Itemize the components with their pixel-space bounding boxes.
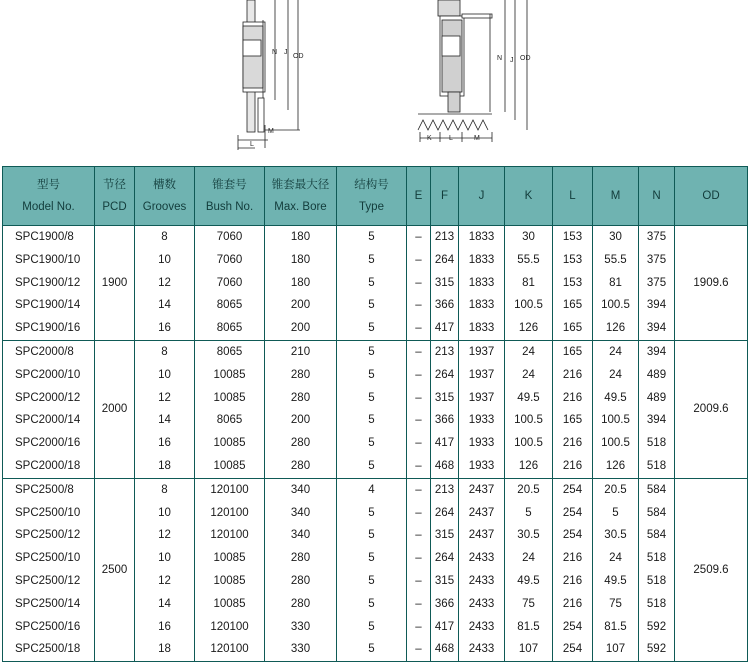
cell-max-bore: 180: [265, 226, 337, 249]
cell-od: 1909.6: [675, 226, 748, 341]
cell-l: 254: [553, 524, 593, 547]
cell-e: –: [407, 432, 431, 455]
cell-e: –: [407, 317, 431, 340]
cell-f: 315: [431, 570, 459, 593]
cell-k: 24: [505, 547, 553, 570]
cell-e: –: [407, 272, 431, 295]
cell-j: 2437: [459, 478, 505, 501]
cell-type: 5: [337, 317, 407, 340]
cell-l: 153: [553, 226, 593, 249]
cell-bush: 8065: [195, 294, 265, 317]
cell-n: 394: [639, 340, 675, 363]
cell-model: SPC2500/18: [3, 638, 95, 661]
cell-grooves: 14: [135, 294, 195, 317]
cell-model: SPC2000/18: [3, 455, 95, 478]
cell-l: 216: [553, 364, 593, 387]
cell-f: 315: [431, 272, 459, 295]
spc-pulley-spec-table: [2, 166, 748, 662]
cell-pcd: 2000: [95, 340, 135, 478]
cell-e: –: [407, 547, 431, 570]
cell-f: 366: [431, 593, 459, 616]
cell-f: 264: [431, 547, 459, 570]
cell-bush: 120100: [195, 502, 265, 525]
header-grooves: 槽数 Grooves: [135, 167, 195, 226]
cell-m: 126: [593, 317, 639, 340]
cell-type: 5: [337, 616, 407, 639]
cell-grooves: 10: [135, 502, 195, 525]
cell-type: 5: [337, 638, 407, 661]
cell-k: 30.5: [505, 524, 553, 547]
cell-m: 100.5: [593, 432, 639, 455]
pulley-drawing-right: [418, 0, 527, 142]
cell-model: SPC1900/16: [3, 317, 95, 340]
cell-grooves: 16: [135, 616, 195, 639]
cell-max-bore: 330: [265, 616, 337, 639]
cell-od: 2509.6: [675, 478, 748, 661]
cell-grooves: 12: [135, 570, 195, 593]
cell-n: 592: [639, 616, 675, 639]
cell-type: 5: [337, 364, 407, 387]
cell-n: 394: [639, 409, 675, 432]
cell-m: 81.5: [593, 616, 639, 639]
cell-type: 5: [337, 340, 407, 363]
cell-m: 49.5: [593, 387, 639, 410]
cell-f: 315: [431, 524, 459, 547]
cell-pcd: 2500: [95, 478, 135, 661]
cell-model: SPC2000/12: [3, 387, 95, 410]
cell-l: 216: [553, 547, 593, 570]
cell-f: 468: [431, 638, 459, 661]
cell-l: 165: [553, 409, 593, 432]
cell-j: 1833: [459, 272, 505, 295]
cell-k: 49.5: [505, 570, 553, 593]
diagram-label-n: N: [272, 49, 278, 56]
cell-bush: 10085: [195, 387, 265, 410]
cell-max-bore: 340: [265, 524, 337, 547]
cell-e: –: [407, 524, 431, 547]
cell-max-bore: 180: [265, 272, 337, 295]
cell-max-bore: 280: [265, 387, 337, 410]
cell-model: SPC1900/10: [3, 249, 95, 272]
cell-max-bore: 340: [265, 478, 337, 501]
cell-model: SPC2500/12: [3, 570, 95, 593]
cell-l: 216: [553, 432, 593, 455]
cell-od: 2009.6: [675, 340, 748, 478]
cell-type: 5: [337, 593, 407, 616]
cell-m: 30.5: [593, 524, 639, 547]
cell-e: –: [407, 226, 431, 249]
cell-l: 153: [553, 272, 593, 295]
cell-max-bore: 280: [265, 364, 337, 387]
cell-j: 1833: [459, 249, 505, 272]
cell-bush: 120100: [195, 524, 265, 547]
cell-max-bore: 330: [265, 638, 337, 661]
cell-j: 1833: [459, 226, 505, 249]
cell-j: 1833: [459, 317, 505, 340]
cell-bush: 10085: [195, 570, 265, 593]
cell-model: SPC2500/10: [3, 547, 95, 570]
cell-m: 24: [593, 547, 639, 570]
table-row: [3, 340, 748, 363]
cell-f: 264: [431, 502, 459, 525]
table-header-row: [3, 167, 748, 226]
cell-f: 366: [431, 294, 459, 317]
header-l: L: [553, 167, 593, 226]
cell-max-bore: 280: [265, 570, 337, 593]
cell-max-bore: 280: [265, 547, 337, 570]
cell-l: 254: [553, 616, 593, 639]
cell-n: 375: [639, 272, 675, 295]
header-max-bore: 锥套最大径 Max. Bore: [265, 167, 337, 226]
cell-model: SPC2500/14: [3, 593, 95, 616]
header-k: K: [505, 167, 553, 226]
cell-grooves: 8: [135, 226, 195, 249]
header-n: N: [639, 167, 675, 226]
cell-k: 100.5: [505, 432, 553, 455]
cell-e: –: [407, 455, 431, 478]
header-od: OD: [675, 167, 748, 226]
cell-k: 100.5: [505, 294, 553, 317]
cell-n: 518: [639, 593, 675, 616]
cell-max-bore: 210: [265, 340, 337, 363]
cell-e: –: [407, 570, 431, 593]
cell-n: 518: [639, 455, 675, 478]
cell-m: 75: [593, 593, 639, 616]
diagram-label-j-right: J: [510, 57, 514, 64]
cell-f: 315: [431, 387, 459, 410]
cell-m: 24: [593, 340, 639, 363]
cell-type: 4: [337, 478, 407, 501]
header-j: J: [459, 167, 505, 226]
table-row: [3, 478, 748, 501]
cell-f: 264: [431, 249, 459, 272]
cell-grooves: 10: [135, 249, 195, 272]
cell-grooves: 12: [135, 272, 195, 295]
cell-type: 5: [337, 387, 407, 410]
cell-f: 213: [431, 226, 459, 249]
cell-k: 5: [505, 502, 553, 525]
cell-type: 5: [337, 432, 407, 455]
cell-k: 126: [505, 317, 553, 340]
cell-grooves: 16: [135, 432, 195, 455]
cell-l: 165: [553, 340, 593, 363]
cell-f: 468: [431, 455, 459, 478]
cell-n: 489: [639, 364, 675, 387]
cell-model: SPC2500/16: [3, 616, 95, 639]
cell-m: 107: [593, 638, 639, 661]
cell-k: 20.5: [505, 478, 553, 501]
cell-e: –: [407, 593, 431, 616]
cell-type: 5: [337, 502, 407, 525]
cell-j: 1933: [459, 432, 505, 455]
cell-l: 165: [553, 317, 593, 340]
cell-l: 216: [553, 593, 593, 616]
cell-grooves: 10: [135, 364, 195, 387]
cell-k: 81: [505, 272, 553, 295]
diagram-label-od-right: OD: [520, 55, 531, 62]
cell-l: 254: [553, 478, 593, 501]
cell-bush: 10085: [195, 364, 265, 387]
cell-m: 24: [593, 364, 639, 387]
cell-bush: 8065: [195, 409, 265, 432]
cell-max-bore: 340: [265, 502, 337, 525]
cell-j: 1933: [459, 409, 505, 432]
cell-bush: 120100: [195, 638, 265, 661]
cell-e: –: [407, 409, 431, 432]
cell-j: 1937: [459, 340, 505, 363]
cell-n: 592: [639, 638, 675, 661]
cell-bush: 120100: [195, 616, 265, 639]
cell-j: 2433: [459, 570, 505, 593]
cell-n: 518: [639, 570, 675, 593]
cell-k: 81.5: [505, 616, 553, 639]
cell-n: 375: [639, 226, 675, 249]
cell-m: 126: [593, 455, 639, 478]
cell-model: SPC1900/8: [3, 226, 95, 249]
cell-l: 254: [553, 502, 593, 525]
cell-l: 216: [553, 455, 593, 478]
cell-max-bore: 200: [265, 317, 337, 340]
cell-type: 5: [337, 409, 407, 432]
diagram-label-m: M: [268, 128, 274, 135]
cell-k: 126: [505, 455, 553, 478]
cell-model: SPC2500/12: [3, 524, 95, 547]
cell-f: 213: [431, 340, 459, 363]
cell-n: 518: [639, 547, 675, 570]
header-m: M: [593, 167, 639, 226]
cell-grooves: 14: [135, 409, 195, 432]
cell-j: 2437: [459, 502, 505, 525]
cell-model: SPC1900/12: [3, 272, 95, 295]
cell-grooves: 16: [135, 317, 195, 340]
cell-k: 100.5: [505, 409, 553, 432]
cell-pcd: 1900: [95, 226, 135, 341]
cell-n: 584: [639, 524, 675, 547]
cell-n: 394: [639, 317, 675, 340]
cell-model: SPC2500/8: [3, 478, 95, 501]
cell-f: 417: [431, 616, 459, 639]
cell-m: 30: [593, 226, 639, 249]
cell-bush: 8065: [195, 317, 265, 340]
cell-model: SPC2000/8: [3, 340, 95, 363]
diagram-label-m-right: M: [474, 135, 480, 142]
cell-e: –: [407, 364, 431, 387]
cell-bush: 10085: [195, 432, 265, 455]
cell-f: 417: [431, 432, 459, 455]
cell-bush: 120100: [195, 478, 265, 501]
cell-bush: 7060: [195, 249, 265, 272]
cell-k: 24: [505, 340, 553, 363]
cell-type: 5: [337, 455, 407, 478]
cell-l: 153: [553, 249, 593, 272]
cell-type: 5: [337, 547, 407, 570]
cell-type: 5: [337, 570, 407, 593]
cell-m: 55.5: [593, 249, 639, 272]
cell-model: SPC1900/14: [3, 294, 95, 317]
cell-grooves: 8: [135, 478, 195, 501]
header-pcd: 节径 PCD: [95, 167, 135, 226]
cell-j: 2433: [459, 593, 505, 616]
cell-k: 49.5: [505, 387, 553, 410]
cell-bush: 10085: [195, 455, 265, 478]
cell-e: –: [407, 340, 431, 363]
diagram-label-od: OD: [293, 53, 304, 60]
cell-m: 49.5: [593, 570, 639, 593]
cell-model: SPC2500/10: [3, 502, 95, 525]
cell-e: –: [407, 249, 431, 272]
cell-max-bore: 180: [265, 249, 337, 272]
cell-m: 81: [593, 272, 639, 295]
cell-grooves: 12: [135, 524, 195, 547]
header-e: E: [407, 167, 431, 226]
diagram-label-k: K: [427, 135, 432, 142]
cell-e: –: [407, 502, 431, 525]
cell-max-bore: 280: [265, 593, 337, 616]
cell-m: 20.5: [593, 478, 639, 501]
cell-bush: 7060: [195, 226, 265, 249]
header-f: F: [431, 167, 459, 226]
cell-e: –: [407, 616, 431, 639]
cell-n: 518: [639, 432, 675, 455]
cell-grooves: 12: [135, 387, 195, 410]
cell-j: 1933: [459, 455, 505, 478]
cell-e: –: [407, 478, 431, 501]
cell-k: 55.5: [505, 249, 553, 272]
cell-grooves: 18: [135, 455, 195, 478]
cell-type: 5: [337, 294, 407, 317]
cell-l: 216: [553, 570, 593, 593]
cell-max-bore: 280: [265, 455, 337, 478]
cell-e: –: [407, 387, 431, 410]
cell-j: 1937: [459, 387, 505, 410]
cell-k: 30: [505, 226, 553, 249]
pulley-diagrams: [0, 0, 750, 160]
cell-n: 584: [639, 502, 675, 525]
cell-j: 1833: [459, 294, 505, 317]
cell-e: –: [407, 638, 431, 661]
diagram-label-l: L: [250, 141, 254, 148]
pulley-cross-section-drawings: [0, 0, 750, 160]
cell-m: 100.5: [593, 409, 639, 432]
cell-l: 165: [553, 294, 593, 317]
table-row: [3, 226, 748, 249]
cell-k: 75: [505, 593, 553, 616]
cell-n: 584: [639, 478, 675, 501]
cell-type: 5: [337, 249, 407, 272]
cell-bush: 8065: [195, 340, 265, 363]
cell-k: 107: [505, 638, 553, 661]
header-bush: 锥套号 Bush No.: [195, 167, 265, 226]
cell-f: 366: [431, 409, 459, 432]
cell-f: 417: [431, 317, 459, 340]
cell-max-bore: 200: [265, 409, 337, 432]
cell-bush: 7060: [195, 272, 265, 295]
cell-j: 1937: [459, 364, 505, 387]
cell-type: 5: [337, 226, 407, 249]
cell-e: –: [407, 294, 431, 317]
cell-max-bore: 280: [265, 432, 337, 455]
cell-l: 254: [553, 638, 593, 661]
diagram-label-l-right: L: [449, 135, 453, 142]
cell-j: 2433: [459, 547, 505, 570]
cell-f: 264: [431, 364, 459, 387]
header-type: 结构号 Type: [337, 167, 407, 226]
cell-model: SPC2000/14: [3, 409, 95, 432]
cell-k: 24: [505, 364, 553, 387]
cell-n: 375: [639, 249, 675, 272]
cell-type: 5: [337, 524, 407, 547]
cell-grooves: 10: [135, 547, 195, 570]
cell-grooves: 8: [135, 340, 195, 363]
cell-m: 100.5: [593, 294, 639, 317]
cell-bush: 10085: [195, 593, 265, 616]
cell-grooves: 18: [135, 638, 195, 661]
cell-j: 2437: [459, 524, 505, 547]
cell-model: SPC2000/10: [3, 364, 95, 387]
cell-n: 489: [639, 387, 675, 410]
header-model: 型号 Model No.: [3, 167, 95, 226]
cell-j: 2433: [459, 616, 505, 639]
cell-m: 5: [593, 502, 639, 525]
cell-bush: 10085: [195, 547, 265, 570]
diagram-label-j: J: [284, 49, 288, 56]
cell-max-bore: 200: [265, 294, 337, 317]
cell-grooves: 14: [135, 593, 195, 616]
cell-l: 216: [553, 387, 593, 410]
cell-type: 5: [337, 272, 407, 295]
table-body: [3, 226, 748, 662]
cell-model: SPC2000/16: [3, 432, 95, 455]
cell-f: 213: [431, 478, 459, 501]
cell-j: 2433: [459, 638, 505, 661]
cell-n: 394: [639, 294, 675, 317]
diagram-label-n-right: N: [497, 55, 503, 62]
